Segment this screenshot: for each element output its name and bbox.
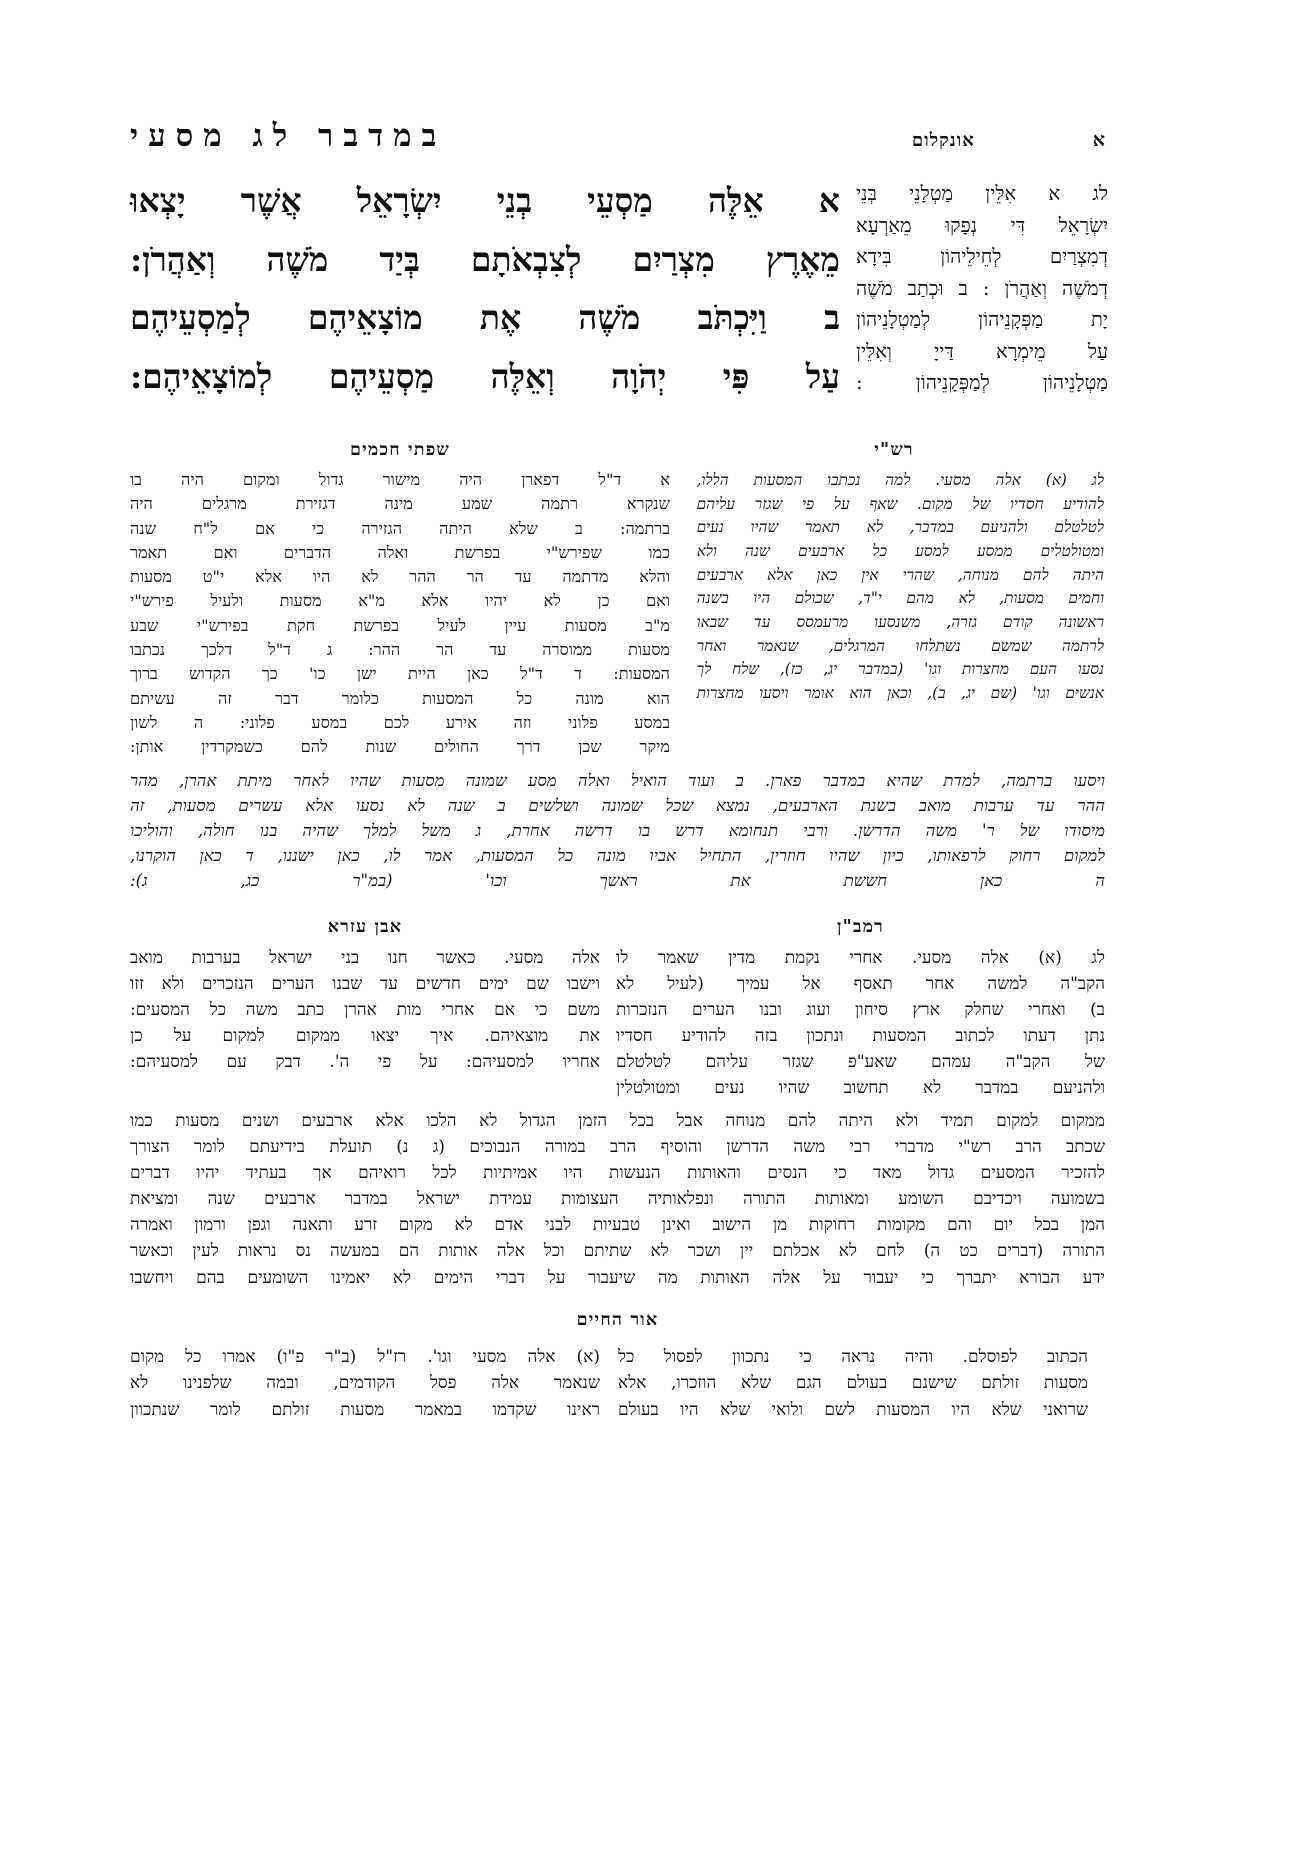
ramban-wide-line: המן בכל יום והם מקומות רחוקות מן הישוב ואינן טבעיות לבני אדם לא מקום זרע ותאנה וגפן ורמון ואמרה bbox=[130, 1215, 1105, 1236]
rashi-line: לטלטלם ולהניעם במדבר, לא תאמר שהיו נעים bbox=[696, 517, 1104, 537]
chumash-line: עַל פִּי יְהֹוָה וְאֵלֶּה מַסְעֵיהֶם לְמוֹצָאֵיהֶם: bbox=[130, 357, 840, 397]
rashi-line: וחמים מסעות, לא מהם י"ד, שכולם היו בשנה bbox=[696, 588, 1104, 608]
or-hachaim-line: (א) אלה מסעי וגו'. רז"ל (ב"ר פ"ו) אמרו כל מקום bbox=[130, 1346, 600, 1367]
targum-line: יִשְׂרָאֵל דִּי נְפָקוּ מֵאַרְעָא bbox=[856, 213, 1108, 237]
rashi-wide-line: ויסעו ברתמה, למדת שהיא במדבר פארן. ב ועוד הואיל ואלה מסע שמונה מסעות שהיו לאחר מיתת אהרן, מהר bbox=[130, 770, 1105, 790]
commentary-block-rashi-siftei bbox=[130, 439, 1105, 760]
targum-line: לג א אִלֵּין מַטְלָנֵי בְּנֵי bbox=[856, 182, 1108, 205]
ramban-text bbox=[616, 945, 1105, 1102]
or-hachaim-line: מסעות זולתם שישנם בעולם הגם שלא הוזכרו, אלא bbox=[618, 1373, 1088, 1394]
or-hachaim-line: הכתוב לפוסלם. והיה נראה כי נתכוון לפסול כל bbox=[618, 1346, 1088, 1367]
ramban-continuation-text bbox=[130, 1108, 1105, 1291]
ramban-heading: רמב"ן bbox=[837, 916, 884, 937]
targum-line: עַל מֵימְרָא דַּייָ וְאִלֵּין bbox=[856, 339, 1108, 363]
ramban-wide-line: התורה (דברים כט ה) לחם לא אכלתם יין ושכר לא שתיתם וכל אלה אותות הם במעשה נס נראות לעין וכאשר bbox=[130, 1241, 1105, 1262]
ibn-ezra-column bbox=[130, 916, 600, 1102]
siftei-line: ברתמה: ב שלא היתה הגזירה כי אם ל"ח שנה bbox=[130, 518, 670, 538]
rashi-line: היתה להם מנוחה, שהרי אין כאן אלא ארבעים bbox=[696, 564, 1104, 584]
ramban-wide-line: בשמועה ויכדיבם השומע ומאותות התורה ונפלאותיה העצומות עמידת ישראל במדבר ארבעים שנה ומציאת bbox=[130, 1189, 1105, 1210]
ibn-ezra-line: וישבו שם ימים חדשים עד שבנו הערים הנזכרים ולא זזו bbox=[130, 973, 600, 994]
siftei-chachamim-heading: שפתי חכמים bbox=[349, 439, 451, 460]
ibn-ezra-text bbox=[130, 945, 600, 1076]
rashi-line: לרתמה שמשם נשתלחו המרגלים, שנאמר ואחר bbox=[696, 635, 1104, 655]
siftei-chachamim-column bbox=[130, 439, 670, 760]
ramban-wide-line: ידע הבורא יתברך כי יעבור על אלה האותות מה שיעבור על דברי הימים לא יאמינו השומעים בהם ויחשבו bbox=[130, 1267, 1105, 1288]
rashi-wide-line-last: ה כאן חששת את ראשך וכו' (במ"ר כג, ג): bbox=[130, 871, 1105, 891]
or-hachaim-line: שרואני שלא היו המסעות לשם ולואי שלא היו בעולם bbox=[618, 1399, 1088, 1420]
targum-line: דְמֹשֶׁה וְאַהֲרֹן : ב וּכְתַב מֹשֶׁה bbox=[856, 276, 1108, 300]
running-head-left bbox=[912, 129, 1105, 152]
ibn-ezra-line: אלה מסעי. כאשר חנו בני ישראל בערבות מואב bbox=[130, 947, 600, 968]
ramban-line: הקב"ה למשה אחר תאסף אל עמיך (לעיל לא bbox=[616, 973, 1105, 994]
commentary-block-ibnezra-ramban bbox=[130, 916, 1105, 1102]
ramban-line: נתן דעתו לכתוב המסעות ונתכון בזה להודיע חסדיו bbox=[616, 1026, 1105, 1047]
targum-line: מַטְלָנֵיהוֹן לְמַפְּקָנֵיהוֹן : bbox=[856, 371, 1108, 395]
rashi-text bbox=[697, 468, 1104, 705]
ibn-ezra-line: את מוצאיהם. איך יצאו ממקום למקום על כן bbox=[130, 1026, 600, 1047]
scripture-block bbox=[130, 172, 1108, 407]
siftei-line: א ד"ל דפארן היה מישור גדול ומקום היה בו bbox=[130, 469, 670, 489]
running-head-title: במדבר לג מסעי bbox=[130, 118, 447, 154]
rashi-line: להודיע חסדיו של מקום. שאף על פי שגזר עליהם bbox=[696, 493, 1104, 513]
siftei-line: כמו שפירש"י בפרשת ואלה הדברים ואם תאמר bbox=[130, 542, 670, 562]
siftei-line: מ"ב מסעות עיין לעיל בפרשת חקת בפירש"י שבע bbox=[130, 615, 670, 635]
siftei-chachamim-text bbox=[130, 468, 670, 760]
siftei-line: מיקר שכן דרך החולים שנות להם כשמקרדין אותן: bbox=[130, 737, 670, 757]
ramban-line: ב) ואחרי שחלק ארץ סיחון ועוג ובנו הערים הנזכרות bbox=[616, 999, 1105, 1020]
running-head bbox=[130, 118, 1105, 154]
siftei-line: הוא מונה כל המסעות כלומר דבר זה עשיתם bbox=[130, 688, 670, 708]
rashi-heading: רש"י bbox=[874, 439, 914, 460]
chumash-text bbox=[130, 172, 840, 407]
ramban-wide-line: שכתב הרב רש"י מדברי רבי משה הדרשן והוסיף הרב במורה הנבוכים (ג נ) תועלת בידיעתם לומר הצורך bbox=[130, 1136, 1105, 1157]
or-hachaim-right-text bbox=[130, 1344, 600, 1424]
siftei-line: ואם כן לא יהיו אלא מ"א מסעות ולעיל פירש"י bbox=[130, 591, 670, 611]
siftei-line: במסע פלוני וזה אירע לכם במסע פלוני: ה לשון bbox=[130, 712, 670, 732]
rashi-line: נסעו העם מחצרות וגו' (במדבר יג, כז), שלח לך bbox=[696, 659, 1104, 679]
ramban-wide-line: ממקום למקום תמיד ולא היתה להם מנוחה אבל בכל הזמן הגדול לא הלכו אלא ארבעים ושנים מסעות כמו bbox=[130, 1110, 1105, 1131]
siftei-line: שנקרא רתמה שמע מינה דגזירת מרגלים היה bbox=[130, 494, 670, 514]
ramban-wide-line: להזכיר המסעים גדול מאד כי הנסים והאותות הנעשות היו אמיתיות לכל רואיהם אך בעתיד יהיו דברים bbox=[130, 1162, 1105, 1183]
or-hachaim-right-column bbox=[130, 1344, 600, 1424]
or-hachaim-left-text bbox=[618, 1344, 1088, 1424]
rashi-column bbox=[684, 439, 1104, 760]
siftei-line: מסעות ממוסרה עד הר ההר: ג ד"ל דלכך נכתבו bbox=[130, 640, 670, 660]
or-hachaim-block bbox=[130, 1344, 1105, 1424]
rashi-wide-line: מיסודו של ר' משה הדרשן. ורבי תנחומא דרש בו דרשה אחרת, ג משל למלך שהיה בנו חולה, והוליכו bbox=[130, 820, 1105, 840]
rashi-wide-line: למקום רחוק לרפאותו, כיון שהיו חוזרין, התחיל אביו מונה כל המסעות, אמר לו, כאן ישננו, ד כאן הוקרנו, bbox=[130, 846, 1105, 866]
page-inner bbox=[130, 118, 1108, 1423]
targum-line: יָת מַפְּקָנֵיהוֹן לְמַטְלָנֵיהוֹן bbox=[856, 308, 1108, 332]
or-hachaim-line: ראינו שקדמו במאמר מסעות זולתם לומר שנתכוון bbox=[130, 1399, 600, 1420]
rashi-line: ומטולטלים ממסע למסע כל ארבעים שנה ולא bbox=[696, 541, 1104, 560]
ramban-line: ולהניעם במדבר לא תחשוב שהיו נעים ומטולטלין bbox=[616, 1078, 1105, 1099]
rashi-continuation-text bbox=[130, 768, 1105, 894]
siftei-line: והלא מדתמה עד הר ההר לא היו אלא י"ט מסעות bbox=[130, 567, 670, 587]
siftei-line: המסעות: ד ד"ל כאן היית ישן כו' כך הקדוש ברוך bbox=[130, 664, 670, 684]
chumash-line: א אֵלֶּה מַסְעֵי בְנֵי יִשְׂרָאֵל אֲשֶׁר יָצְאוּ bbox=[130, 181, 840, 220]
ramban-column bbox=[616, 916, 1105, 1102]
ibn-ezra-line: אחריו למסעיהם: על פי ה'. דבק עם למסעיהם: bbox=[130, 1052, 600, 1073]
targum-onkelos-text bbox=[856, 172, 1108, 399]
or-hachaim-heading: אור החיים bbox=[576, 1309, 659, 1330]
running-head-targum-label: אונקלום bbox=[911, 130, 975, 151]
targum-line: דְמִצְרַיִם לְחֵילֵיהוֹן בִּידָא bbox=[856, 245, 1108, 269]
or-hachaim-line: שנאמר אלה פסל הקודמים, ובמה שלפנינו לא bbox=[130, 1373, 600, 1394]
ibn-ezra-heading: אבן עזרא bbox=[327, 916, 403, 937]
rashi-wide-line: ההר עד ערבות מואב בשנת הארבעים, נמצא שכל שמונה ושלשים ב שנה לא נסעו אלא עשרים מסעות, זה bbox=[130, 795, 1105, 815]
ramban-line: של הקב"ה עמהם שאע"פ שגזר עליהם לטלטלם bbox=[616, 1052, 1105, 1073]
rashi-line: אנשים וגו' (שם יג, ב), וכאן הוא אומר ויסעו מחצרות bbox=[696, 683, 1104, 703]
ibn-ezra-line: משם כי אם אחרי מות אהרן כתב משה כל המסעים: bbox=[130, 999, 600, 1020]
rashi-line: לג (א) אלה מסעי. למה נכתבו המסעות הללו, bbox=[696, 469, 1104, 489]
folio-number: א bbox=[1092, 129, 1105, 151]
chumash-line: מֵאֶרֶץ מִצְרַיִם לְצִבְאֹתָם בְּיַד מֹשֶׁה וְאַהֲרֹן: bbox=[130, 239, 840, 279]
ramban-line: לג (א) אלה מסעי. אחרי נקמת מדין שאמר לו bbox=[616, 947, 1105, 968]
chumash-line: ב וַיִּכְתֹּב מֹשֶׁה אֶת מוֹצָאֵיהֶם לְמַסְעֵיהֶם bbox=[130, 298, 840, 338]
or-hachaim-left-column bbox=[618, 1344, 1088, 1424]
rashi-line: ראשונה קודם גזרה, משנסעו מרעמסס עד שבאו bbox=[696, 612, 1104, 632]
